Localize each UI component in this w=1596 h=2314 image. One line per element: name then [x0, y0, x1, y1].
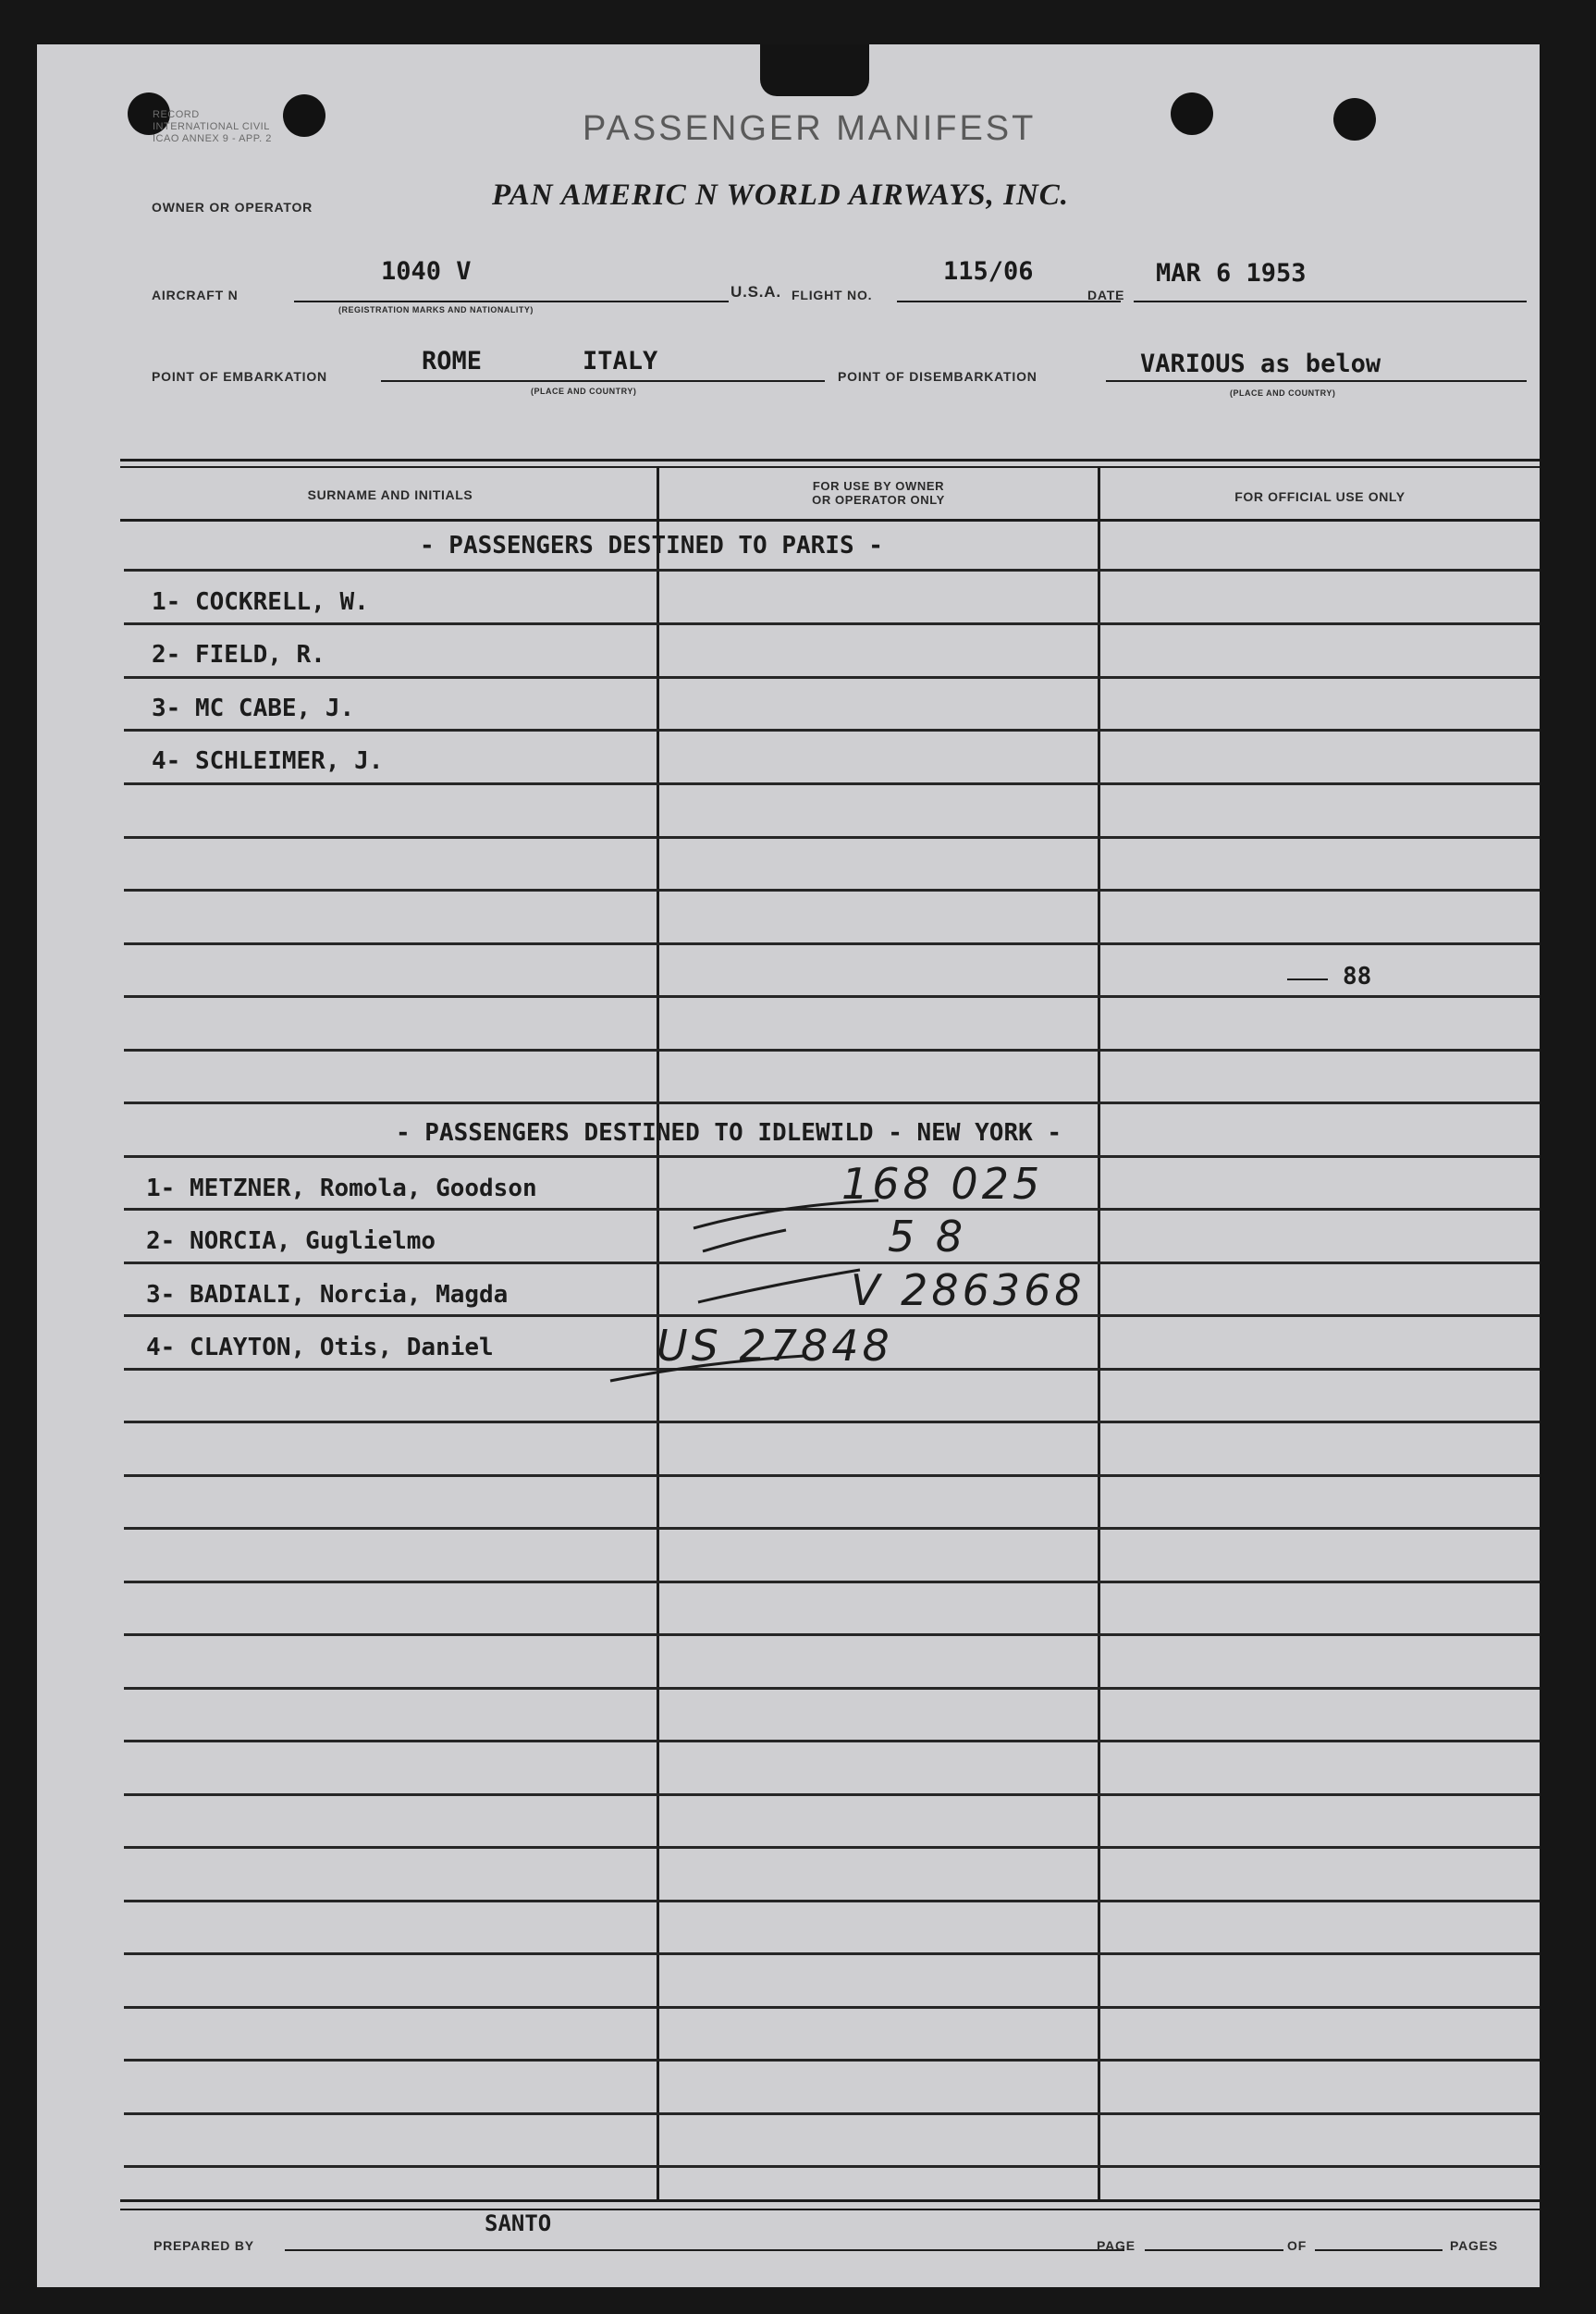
row-rule	[124, 569, 1540, 572]
row-rule	[124, 889, 1540, 892]
of-label: OF	[1287, 2238, 1307, 2253]
row-rule	[124, 2165, 1540, 2168]
date-underline	[1134, 301, 1527, 302]
flight-number-value: 115/06	[943, 257, 1034, 286]
operator-name: PAN AMERIC N WORLD AIRWAYS, INC.	[492, 178, 1070, 212]
embarkation-caption: (PLACE AND COUNTRY)	[531, 387, 637, 396]
date-value: MAR 6 1953	[1156, 259, 1307, 288]
row-rule	[124, 1687, 1540, 1690]
passenger-entry: 4- SCHLEIMER, J.	[152, 747, 384, 775]
table-bottom-rule-inner	[120, 2209, 1540, 2210]
punch-hole	[283, 94, 325, 137]
margin-number: 88	[1343, 963, 1372, 991]
passenger-entry: 2- FIELD, R.	[152, 641, 325, 669]
aircraft-value: 1040 V	[381, 257, 472, 286]
row-rule	[124, 1102, 1540, 1104]
aircraft-underline	[294, 301, 729, 302]
page-label: PAGE	[1097, 2238, 1136, 2253]
row-rule	[124, 1952, 1540, 1955]
row-rule	[124, 1846, 1540, 1849]
row-rule	[124, 1633, 1540, 1636]
row-rule	[124, 729, 1540, 732]
registration-caption: (REGISTRATION MARKS AND NATIONALITY)	[338, 305, 534, 314]
table-top-rule	[120, 459, 1540, 462]
passenger-entry: 3- MC CABE, J.	[152, 695, 355, 722]
column-header-surname: SURNAME AND INITIALS	[307, 487, 473, 502]
paris-section-heading: - PASSENGERS DESTINED TO PARIS -	[420, 532, 883, 560]
margin-dash	[1287, 979, 1328, 980]
row-rule	[124, 2059, 1540, 2062]
prepared-by-label: PREPARED BY	[153, 2238, 254, 2253]
form-title: PASSENGER MANIFEST	[583, 109, 1037, 148]
manifest-sheet	[37, 44, 1540, 2287]
row-rule	[124, 1900, 1540, 1902]
row-rule	[124, 1049, 1540, 1052]
row-rule	[124, 1527, 1540, 1530]
passenger-entry: 3- BADIALI, Norcia, Magda	[146, 1281, 509, 1309]
handwritten-number: V 286368	[851, 1265, 1086, 1315]
disembarkation-caption: (PLACE AND COUNTRY)	[1230, 388, 1336, 398]
embarkation-underline	[381, 380, 825, 382]
passenger-entry: 2- NORCIA, Guglielmo	[146, 1227, 436, 1255]
owner-operator-label: OWNER OR OPERATOR	[152, 200, 313, 215]
disembarkation-label: POINT OF DISEMBARKATION	[838, 369, 1037, 384]
disembarkation-underline	[1106, 380, 1527, 382]
column-header-official-use: FOR OFFICIAL USE ONLY	[1234, 489, 1406, 504]
table-top-rule-inner	[120, 466, 1540, 468]
embarkation-label: POINT OF EMBARKATION	[152, 369, 327, 384]
row-rule	[124, 676, 1540, 679]
row-rule	[124, 622, 1540, 625]
disembarkation-value: VARIOUS as below	[1140, 350, 1381, 378]
of-underline	[1315, 2249, 1443, 2251]
prepared-by-value: SANTO	[485, 2210, 552, 2236]
embarkation-city: ROME	[422, 347, 483, 375]
row-rule	[124, 1740, 1540, 1742]
passenger-entry: 1- METZNER, Romola, Goodson	[146, 1175, 537, 1202]
column-header-owner-use: FOR USE BY OWNER OR OPERATOR ONLY	[812, 479, 945, 507]
row-rule	[124, 942, 1540, 945]
row-rule	[124, 1581, 1540, 1583]
top-notch	[760, 44, 869, 96]
row-rule	[124, 782, 1540, 785]
row-rule	[124, 2006, 1540, 2009]
handwritten-number: 5 8	[888, 1212, 967, 1262]
handwritten-number: US 27848	[657, 1321, 893, 1371]
new-york-section-heading: - PASSENGERS DESTINED TO IDLEWILD - NEW YORK -	[396, 1119, 1062, 1147]
passenger-entry: 1- COCKRELL, W.	[152, 588, 369, 616]
row-rule	[124, 836, 1540, 839]
embarkation-country: ITALY	[583, 347, 658, 375]
aircraft-label: AIRCRAFT N	[152, 288, 239, 302]
handwritten-number: 168 025	[841, 1159, 1044, 1209]
row-rule	[124, 1793, 1540, 1796]
punch-hole	[1333, 98, 1376, 141]
passenger-entry: 4- CLAYTON, Otis, Daniel	[146, 1334, 494, 1361]
usa-label: U.S.A.	[730, 283, 781, 301]
page-underline	[1145, 2249, 1283, 2251]
punch-hole	[1171, 92, 1213, 135]
row-rule	[124, 2112, 1540, 2115]
pages-label: PAGES	[1450, 2238, 1498, 2253]
row-rule	[124, 1474, 1540, 1477]
prepared-by-underline	[285, 2249, 1124, 2251]
form-reference-note: RECORD INTERNATIONAL CIVIL ICAO ANNEX 9 - APP. 2	[153, 109, 272, 144]
flight-number-label: FLIGHT NO.	[792, 288, 873, 302]
table-bottom-rule	[120, 2199, 1540, 2202]
header-bottom-rule	[120, 519, 1540, 522]
date-label: DATE	[1087, 288, 1125, 302]
row-rule	[124, 995, 1540, 998]
